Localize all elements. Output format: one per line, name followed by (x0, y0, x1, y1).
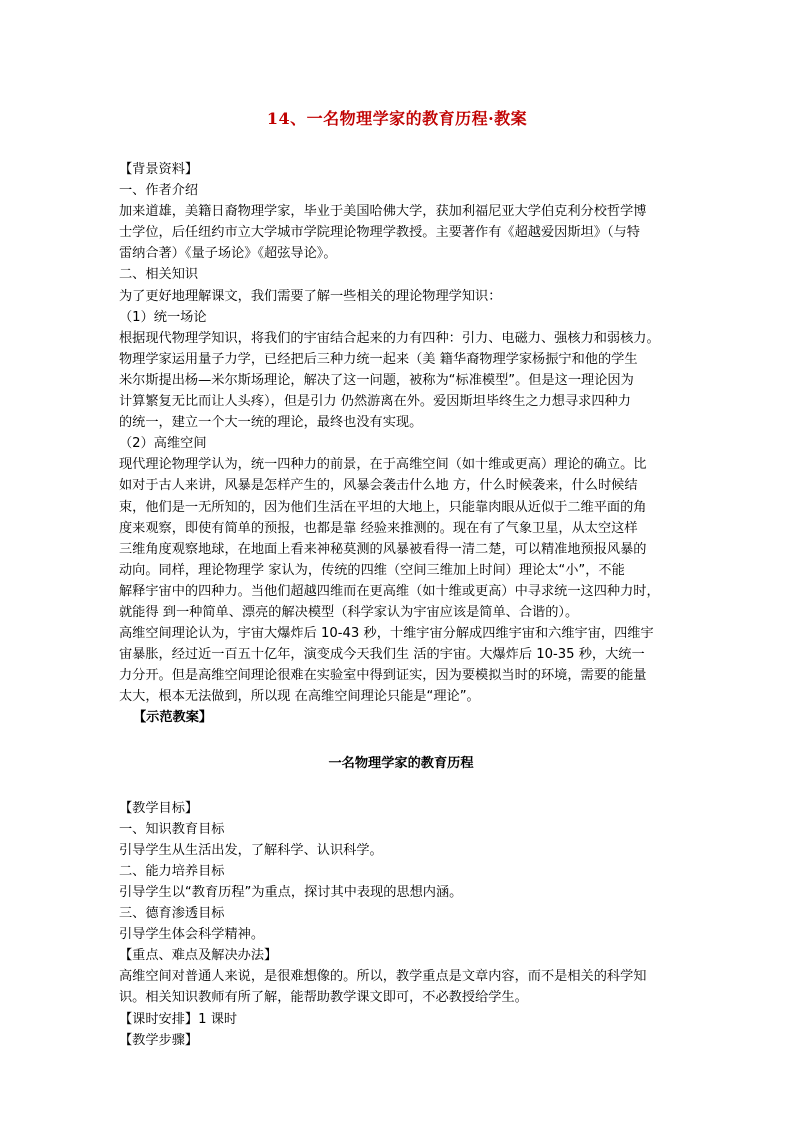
demo-heading: 【示范教案】 (133, 710, 213, 726)
text-line: 【重点、难点及解决办法】 (119, 948, 278, 964)
text-line: 【教学目标】 (119, 800, 199, 816)
text-line: 力分开。但是高维空间理论很难在实验室中得到证实，因为要模拟当时的环境，需要的能量 (119, 668, 647, 684)
teaching-plan-section (119, 798, 683, 1051)
background-section (119, 159, 683, 707)
text-line: 【课时安排】1 课时 (119, 1011, 238, 1027)
text-line: 解释宇宙中的四种力。当他们超越四维而在更高维（如十维或更高）中寻求统一这四种力时， (119, 583, 660, 599)
text-line: 雷纳合著）《量子场论》《超弦导论》。 (119, 246, 337, 262)
text-line: 识。相关知识教师有所了解，能帮助教学课文即可，不必教授给学生。 (119, 990, 528, 1006)
text-line: 就能得 到一种简单、漂亮的解决模型（科学家认为宇宙应该是简单、合谐的）。 (119, 604, 579, 620)
text-line: 高维空间理论认为，宇宙大爆炸后 10-43 秒，十维宇宙分解成四维宇宙和六维宇宙，四维宇 (119, 626, 654, 642)
text-line: 动向。同样，理论物理学 家认为，传统的四维（空间三维加上时间）理论太“小”，不能 (119, 562, 625, 578)
text-line: 引导学生从生活出发，了解科学、认识科学。 (119, 842, 383, 858)
text-line: 【教学步骤】 (119, 1032, 199, 1048)
text-line: 引导学生以“教育历程”为重点，探讨其中表现的思想内涵。 (119, 885, 463, 900)
text-line: （2）高维空间 (119, 436, 207, 452)
text-line: 现代理论物理学认为，统一四种力的前景，在于高维空间（如十维或更高）理论的确立。比 (119, 457, 647, 473)
text-line: 束，他们是一无所知的，因为他们生活在平坦的大地上，只能靠肉眼从近似于二维平面的角 (119, 499, 647, 515)
section-subtitle: 一名物理学家的教育历程 (328, 755, 474, 771)
text-line: 士学位，后任纽约市立大学城市学院理论物理学教授。主要著作有《超越爱因斯坦》（与特 (119, 225, 640, 241)
text-line: 米尔斯提出杨—米尔斯场理论，解决了这一问题，被称为“标准模型”。但是这一理论因为 (119, 372, 634, 388)
text-line: 物理学家运用量子力学，已经把后三种力统一起来（美 籍华裔物理学家杨振宁和他的学生 (119, 351, 638, 367)
text-line: 二、相关知识 (119, 267, 199, 283)
text-line: 如对于古人来讲，风暴是怎样产生的，风暴会袭击什么地 方，什么时候袭来，什么时候结 (119, 478, 638, 494)
text-line: 二、能力培养目标 (119, 863, 225, 879)
text-line: 的统一，建立一个大一统的理论，最终也没有实现。 (119, 415, 423, 431)
document-body (119, 159, 683, 1051)
text-line: 为了更好地理解课文，我们需要了解一些相关的理论物理学知识： (119, 288, 502, 304)
text-line: 高维空间对普通人来说，是很难想像的。所以，教学重点是文章内容，而不是相关的科学知 (119, 969, 647, 985)
text-line: 引导学生体会科学精神。 (119, 927, 265, 943)
text-line: 根据现代物理学知识，将我们的宇宙结合起来的力有四种：引力、电磁力、强核力和弱核力。 (119, 330, 660, 346)
text-line: 一、作者介绍 (119, 183, 199, 199)
text-line: 宙暴胀，经过近一百五十亿年，演变成今天我们生 活的宇宙。大爆炸后 10-35 秒，大统一 (119, 647, 645, 663)
text-line: 三、德育渗透目标 (119, 906, 225, 922)
text-line: 太大，根本无法做到，所以现 在高维空间理论只能是“理论”。 (119, 689, 480, 705)
text-line: 【背景资料】 (119, 162, 199, 177)
text-line: 加来道雄，美籍日裔物理学家，毕业于美国哈佛大学，获加利福尼亚大学伯克利分校哲学博 (119, 204, 647, 220)
text-line: 三维角度观察地球，在地面上看来神秘莫测的风暴被看得一清二楚，可以精准地预报风暴的 (119, 541, 647, 557)
document-title: 14、一名物理学家的教育历程·教案 (266, 109, 528, 128)
text-line: 计算繁复无比而让人头疼），但是引力 仍然游离在外。爱因斯坦毕终生之力想寻求四种力 (119, 394, 631, 410)
text-line: 度来观察，即使有简单的预报，也都是靠 经验来推测的。现在有了气象卫星，从太空这样 (119, 520, 638, 536)
text-line: 一、知识教育目标 (119, 821, 225, 837)
text-line: （1）统一场论 (119, 309, 207, 325)
